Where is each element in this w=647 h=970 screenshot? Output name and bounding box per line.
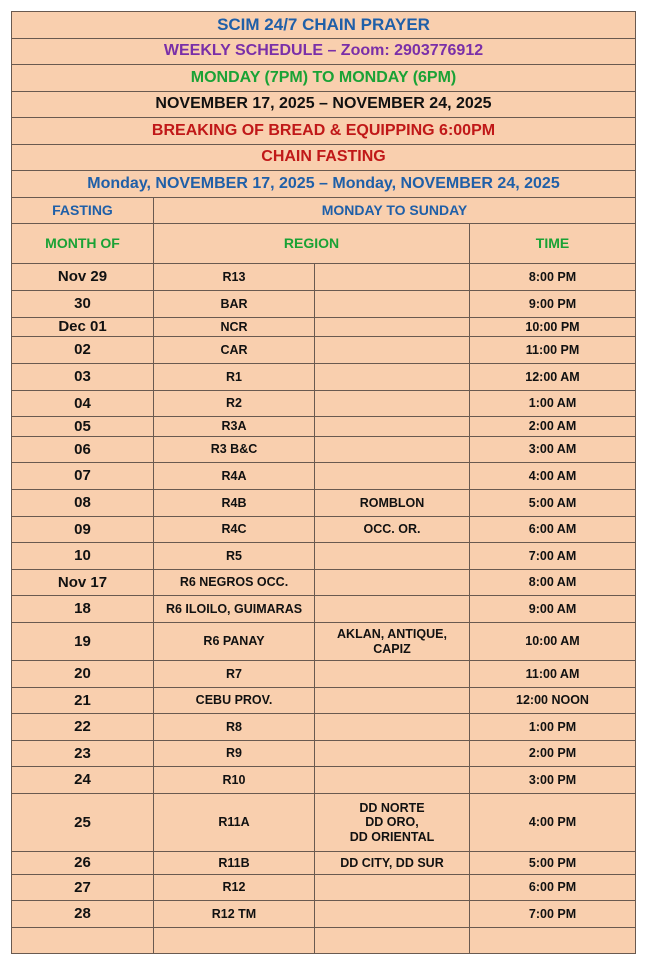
row-subregion <box>315 437 470 463</box>
row-time: 11:00 PM <box>470 337 636 364</box>
page-title: SCIM 24/7 CHAIN PRAYER <box>12 12 636 39</box>
row-date: Dec 01 <box>12 318 154 337</box>
table-row <box>12 291 636 318</box>
row-date: 23 <box>12 741 154 767</box>
month-of-header: MONTH OF <box>12 224 154 264</box>
row-region: R6 NEGROS OCC. <box>154 570 315 596</box>
row-region: BAR <box>154 291 315 318</box>
chain-fasting-title: CHAIN FASTING <box>12 145 636 171</box>
row-time: 9:00 AM <box>470 596 636 623</box>
row-subregion <box>315 463 470 490</box>
row-date: 07 <box>12 463 154 490</box>
row-date: 27 <box>12 875 154 901</box>
table-row <box>12 794 636 852</box>
row-date: 10 <box>12 543 154 570</box>
row-time: 7:00 PM <box>470 901 636 928</box>
row-date: 22 <box>12 714 154 741</box>
row-date: 09 <box>12 517 154 543</box>
table-row <box>12 714 636 741</box>
table-row <box>12 490 636 517</box>
row-region: R4B <box>154 490 315 517</box>
table-row <box>12 543 636 570</box>
table-row <box>12 391 636 417</box>
table-row <box>12 463 636 490</box>
table-row <box>12 264 636 291</box>
row-date: 02 <box>12 337 154 364</box>
row-time: 12:00 NOON <box>470 688 636 714</box>
table-row <box>12 364 636 391</box>
row-region: R11A <box>154 794 315 852</box>
row-date: 20 <box>12 661 154 688</box>
row-region: R11B <box>154 852 315 875</box>
table-row <box>12 570 636 596</box>
table-row <box>12 875 636 901</box>
fasting-label: FASTING <box>12 198 154 224</box>
row-date: 18 <box>12 596 154 623</box>
table-row <box>12 517 636 543</box>
breaking-bread-line: BREAKING OF BREAD & EQUIPPING 6:00PM <box>12 118 636 145</box>
row-region: R13 <box>154 264 315 291</box>
row-date: 05 <box>12 417 154 437</box>
row-region: R7 <box>154 661 315 688</box>
table-row <box>12 928 636 954</box>
table-row <box>12 901 636 928</box>
monday-to-sunday-label: MONDAY TO SUNDAY <box>154 198 636 224</box>
row-date: 06 <box>12 437 154 463</box>
fasting-date-range: Monday, NOVEMBER 17, 2025 – Monday, NOVEMBER 24, 2025 <box>12 171 636 198</box>
row-time: 5:00 AM <box>470 490 636 517</box>
row-subregion <box>315 596 470 623</box>
table-row <box>12 596 636 623</box>
row-subregion <box>315 543 470 570</box>
row-subregion: AKLAN, ANTIQUE, CAPIZ <box>315 623 470 661</box>
table-row <box>12 417 636 437</box>
weekly-schedule-zoom: WEEKLY SCHEDULE – Zoom: 2903776912 <box>12 39 636 65</box>
row-region: CAR <box>154 337 315 364</box>
row-time: 3:00 AM <box>470 437 636 463</box>
table-row <box>12 318 636 337</box>
row-subregion <box>315 291 470 318</box>
row-subregion <box>315 901 470 928</box>
row-subregion <box>315 391 470 417</box>
row-subregion <box>315 337 470 364</box>
row-date: 04 <box>12 391 154 417</box>
row-region: R5 <box>154 543 315 570</box>
row-subregion <box>315 875 470 901</box>
row-region: R3 B&C <box>154 437 315 463</box>
row-region: R8 <box>154 714 315 741</box>
row-date: 21 <box>12 688 154 714</box>
row-date: 25 <box>12 794 154 852</box>
row-region: R4A <box>154 463 315 490</box>
row-time: 8:00 AM <box>470 570 636 596</box>
row-region: R6 ILOILO, GUIMARAS <box>154 596 315 623</box>
row-time: 9:00 PM <box>470 291 636 318</box>
row-region: R1 <box>154 364 315 391</box>
row-region: R12 TM <box>154 901 315 928</box>
time-header: TIME <box>470 224 636 264</box>
region-header: REGION <box>154 224 470 264</box>
row-time: 2:00 AM <box>470 417 636 437</box>
row-time: 12:00 AM <box>470 364 636 391</box>
row-subregion <box>315 417 470 437</box>
row-region: R4C <box>154 517 315 543</box>
row-date <box>12 928 154 954</box>
date-range: NOVEMBER 17, 2025 – NOVEMBER 24, 2025 <box>12 92 636 118</box>
row-subregion <box>315 364 470 391</box>
row-subregion <box>315 688 470 714</box>
row-region: R12 <box>154 875 315 901</box>
row-region: R10 <box>154 767 315 794</box>
row-date: 28 <box>12 901 154 928</box>
row-subregion <box>315 714 470 741</box>
row-region: R2 <box>154 391 315 417</box>
row-time: 1:00 PM <box>470 714 636 741</box>
row-date: 26 <box>12 852 154 875</box>
row-time <box>470 928 636 954</box>
row-date: 30 <box>12 291 154 318</box>
row-subregion: OCC. OR. <box>315 517 470 543</box>
row-date: Nov 29 <box>12 264 154 291</box>
table-row <box>12 661 636 688</box>
row-region <box>154 928 315 954</box>
table-row <box>12 688 636 714</box>
row-time: 4:00 PM <box>470 794 636 852</box>
row-time: 2:00 PM <box>470 741 636 767</box>
row-date: Nov 17 <box>12 570 154 596</box>
row-subregion <box>315 661 470 688</box>
row-subregion: DD NORTE DD ORO, DD ORIENTAL <box>315 794 470 852</box>
row-time: 7:00 AM <box>470 543 636 570</box>
row-subregion <box>315 928 470 954</box>
row-region: R3A <box>154 417 315 437</box>
monday-range: MONDAY (7PM) TO MONDAY (6PM) <box>12 65 636 92</box>
row-region: NCR <box>154 318 315 337</box>
row-subregion <box>315 318 470 337</box>
row-time: 5:00 PM <box>470 852 636 875</box>
row-subregion <box>315 767 470 794</box>
row-time: 1:00 AM <box>470 391 636 417</box>
table-row <box>12 623 636 661</box>
row-region: R6 PANAY <box>154 623 315 661</box>
row-time: 10:00 PM <box>470 318 636 337</box>
row-region: R9 <box>154 741 315 767</box>
row-time: 8:00 PM <box>470 264 636 291</box>
row-region: CEBU PROV. <box>154 688 315 714</box>
row-date: 19 <box>12 623 154 661</box>
row-date: 08 <box>12 490 154 517</box>
row-subregion <box>315 264 470 291</box>
row-date: 03 <box>12 364 154 391</box>
row-subregion <box>315 741 470 767</box>
row-time: 3:00 PM <box>470 767 636 794</box>
row-time: 10:00 AM <box>470 623 636 661</box>
row-time: 6:00 PM <box>470 875 636 901</box>
table-row <box>12 741 636 767</box>
table-row <box>12 437 636 463</box>
row-time: 4:00 AM <box>470 463 636 490</box>
table-row <box>12 767 636 794</box>
table-row <box>12 337 636 364</box>
row-subregion: ROMBLON <box>315 490 470 517</box>
row-date: 24 <box>12 767 154 794</box>
schedule-table <box>11 11 636 954</box>
table-row <box>12 852 636 875</box>
row-time: 11:00 AM <box>470 661 636 688</box>
row-subregion <box>315 570 470 596</box>
row-subregion: DD CITY, DD SUR <box>315 852 470 875</box>
row-time: 6:00 AM <box>470 517 636 543</box>
